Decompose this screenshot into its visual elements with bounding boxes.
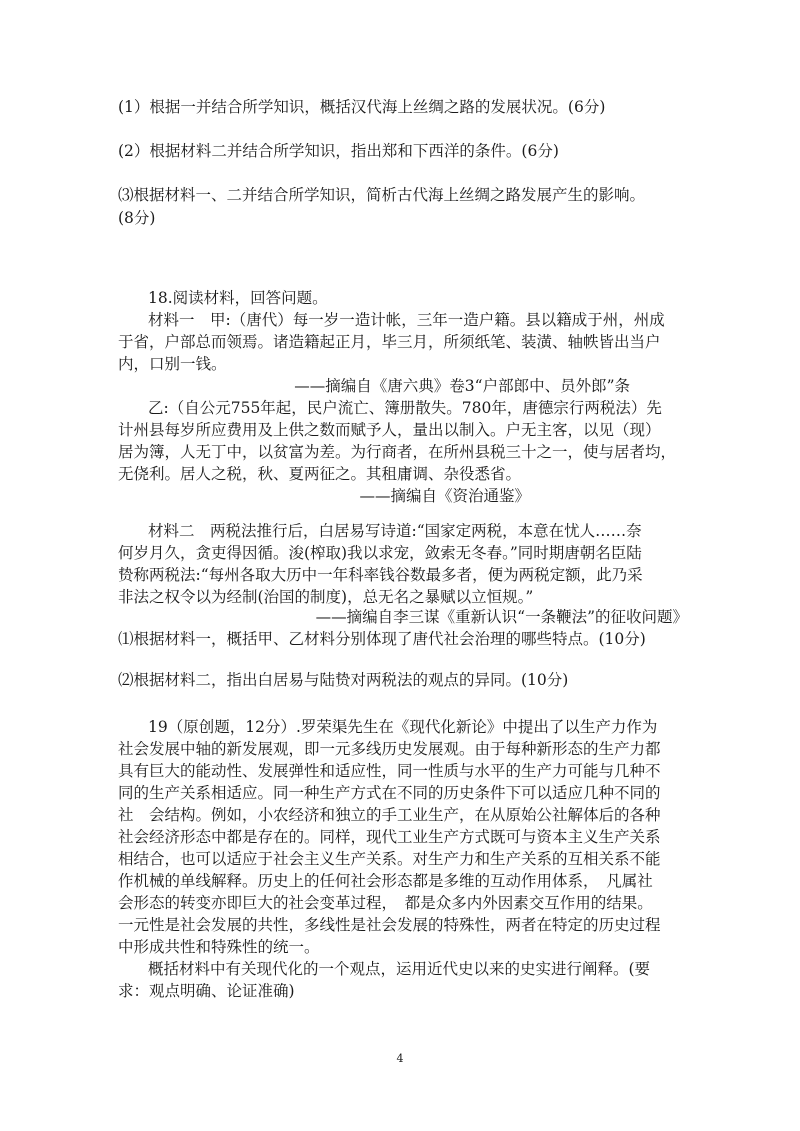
q19-text-line: 会形态的转变亦即巨大的社会变革过程， 都是众多内外因素交互作用的结果。 (118, 894, 653, 912)
q19-text-line: 中形成共性和特殊性的统一。 (118, 938, 320, 956)
question-3-score: (8分) (118, 209, 156, 227)
page-number: 4 (396, 1052, 404, 1065)
q18-material1-yi-source: ——摘编自《资治通鉴》 (359, 487, 530, 505)
q18-material1-yi-line: 居为簿，人无丁中，以贫富为差。为行商者，在所州县税三十之一，使与居者均， (118, 443, 677, 461)
q18-material1-line: 内，口别一钱。 (118, 355, 227, 373)
question-2: (2）根据材料二并结合所学知识，指出郑和下西洋的条件。(6分) (118, 142, 559, 160)
q18-subquestion-2: ⑵根据材料二，指出白居易与陆贽对两税法的观点的异同。(10分) (118, 671, 569, 689)
q18-material2-line: 贽称两税法:“每州各取大历中一年科率钱谷数最多者，便为两税定额，此乃采 (118, 566, 643, 584)
q19-text-line: 一元性是社会发展的共性，多线性是社会发展的特殊性，两者在特定的历史过程 (118, 916, 661, 934)
q18-heading: 18.阅读材料，回答问题。 (148, 289, 328, 307)
q18-material2-line: 何岁月久，贪吏得因循。浚(榨取)我以求宠，敛索无冬春。”同时期唐朝名臣陆 (118, 544, 642, 562)
q19-text-line: 相结合，也可以适应于社会主义生产关系。对生产力和生产关系的互相关系不能 (118, 850, 661, 868)
q18-material1-yi-line: 计州县每岁所应费用及上供之数而赋予人，量出以制入。户无主客，以见（现） (118, 421, 661, 439)
q18-material1-line: 材料一 甲:（唐代）每一岁一造计帐，三年一造户籍。县以籍成于州，州成 (148, 311, 665, 329)
q19-text-line: 具有巨大的能动性、发展弹性和适应性，同一性质与水平的生产力可能与几种不 (118, 762, 661, 780)
q19-text-line: 19（原创题，12分）.罗荣渠先生在《现代化新论》中提出了以生产力作为 (148, 718, 658, 736)
q19-text-line: 社会经济形态中都是存在的。同样，现代工业生产方式既可与资本主义生产关系 (118, 828, 661, 846)
q18-material2-line: 材料二 两税法推行后，白居易写诗道:“国家定两税，本意在忧人……奈 (148, 522, 642, 540)
q19-text-line: 社会发展中轴的新发展观，即一元多线历史发展观。由于每种新形态的生产力都 (118, 740, 661, 758)
q18-material2-source: ——摘编自李三谋《重新认识“一条鞭法”的征收问题》 (315, 608, 688, 626)
q18-subquestion-1: ⑴根据材料一，概括甲、乙材料分别体现了唐代社会治理的哪些特点。(10分) (118, 630, 646, 648)
q18-material1-source: ——摘编自《唐六典》卷3“户部郎中、员外郎”条 (294, 377, 630, 395)
question-3: ⑶根据材料一、二并结合所学知识，简析古代海上丝绸之路发展产生的影响。 (118, 186, 646, 204)
q18-material1-yi-line: 无侥利。居人之税，秋、夏两征之。其租庸调、杂役悉省。 (118, 465, 522, 483)
q19-text-line: 同的生产关系相适应。同一种生产方式在不同的历史条件下可以适应几种不同的 (118, 784, 661, 802)
q19-text-line: 作机械的单线解释。历史上的任何社会形态都是多维的互动作用体系， 凡属社 (118, 872, 653, 890)
q18-material1-line: 于省，户部总而领焉。诸造籍起正月，毕三月，所须纸笔、装潢、轴帙皆出当户 (118, 333, 661, 351)
q19-task-line: 求：观点明确、论证准确) (118, 982, 295, 1000)
q19-task-line: 概括材料中有关现代化的一个观点，运用近代史以来的史实进行阐释。(要 (148, 960, 651, 978)
q18-material1-yi-line: 乙:（自公元755年起，民户流亡、簿册散失。780年，唐德宗行两税法）先 (148, 399, 662, 417)
q19-text-line: 社 会结构。例如，小农经济和独立的手工业生产，在从原始公社解体后的各种 (118, 806, 661, 824)
q18-material2-line: 非法之权令以为经制(治国的制度)，总无名之暴赋以立恒规。” (118, 588, 534, 606)
question-1: (1）根据一并结合所学知识，概括汉代海上丝绸之路的发展状况。(6分) (118, 98, 606, 116)
